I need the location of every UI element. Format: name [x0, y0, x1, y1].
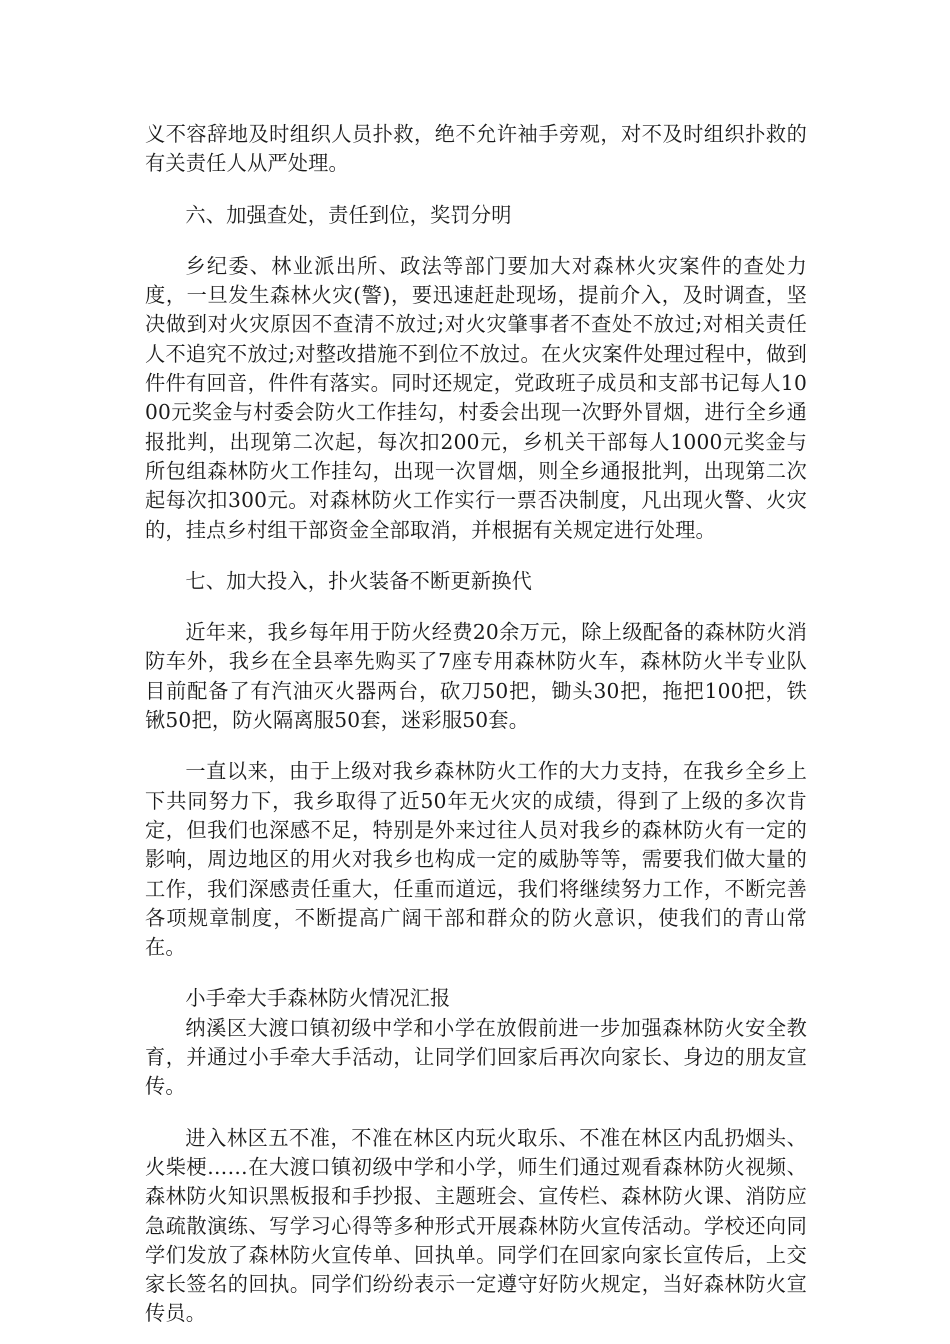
paragraph-summary: 一直以来，由于上级对我乡森林防火工作的大力支持，在我乡全乡上下共同努力下，我乡取得了近50年无火灾的成绩，得到了上级的多次肯定，但我们也深感不足，特别是外来过往人员对我乡的森林防火有一定的影响，周边地区的用火对我乡也构成一定的威胁等等，需要我们做大量的工作，我们深感责任重大，任重而道远，我们将继续努力工作，不断完善各项规章制度，不断提高广阔干部和群众的防火意识，使我们的青山常在。: [145, 759, 807, 960]
document-page: [145, 120, 807, 1329]
report-title: 小手牵大手森林防火情况汇报: [185, 986, 451, 1011]
paragraph-equipment: 近年来，我乡每年用于防火经费20余万元，除上级配备的森林防火消防车外，我乡在全县率先购买了7座专用森林防火车，森林防火半专业队目前配备了有汽油灭火器两台，砍刀50把，锄头30把，拖把100把，铁锹50把，防火隔离服50套，迷彩服50套。: [145, 620, 807, 733]
section-heading-7: 七、加大投入，扑火装备不断更新换代: [185, 568, 532, 593]
paragraph-school-intro: 纳溪区大渡口镇初级中学和小学在放假前进一步加强森林防火安全教育，并通过小手牵大手活动，让同学们回家后再次向家长、身边的朋友宣传。: [145, 1015, 807, 1099]
paragraph-school-activities: 进入林区五不准，不准在林区内玩火取乐、不准在林区内乱扔烟头、火柴梗……在大渡口镇初级中学和小学，师生们通过观看森林防火视频、森林防火知识黑板报和手抄报、主题班会、宣传栏、森林防火课、消防应急疏散演练、写学习心得等多种形式开展森林防火宣传活动。学校还向同学们发放了森林防火宣传单、回执单。同学们在回家向家长宣传后，上交家长签名的回执。同学们纷纷表示一定遵守好防火规定，当好森林防火宣传员。: [145, 1125, 807, 1326]
paragraph-continuation: 义不容辞地及时组织人员扑救，绝不允许袖手旁观，对不及时组织扑救的有关责任人从严处理。: [145, 122, 807, 176]
section-heading-6: 六、加强查处，责任到位，奖罚分明: [185, 202, 512, 227]
paragraph-penalties: 乡纪委、林业派出所、政法等部门要加大对森林火灾案件的查处力度，一旦发生森林火灾(警)，要迅速赶赴现场，提前介入，及时调查，坚决做到对火灾原因不查清不放过;对火灾肇事者不查处不放过;对相关责任人不追究不放过;对整改措施不到位不放过。在火灾案件处理过程中，做到件件有回音，件件有落实。同时还规定，党政班子成员和支部书记每人1000元奖金与村委会防火工作挂勾，村委会出现一次野外冒烟，进行全乡通报批判，出现第二次起，每次扣200元，乡机关干部每人1000元奖金与所包组森林防火工作挂勾，出现一次冒烟，则全乡通报批判，出现第二次起每次扣300元。对森林防火工作实行一票否决制度，凡出现火警、火灾的，挂点乡村组干部资金全部取消，并根据有关规定进行处理。: [145, 253, 807, 542]
